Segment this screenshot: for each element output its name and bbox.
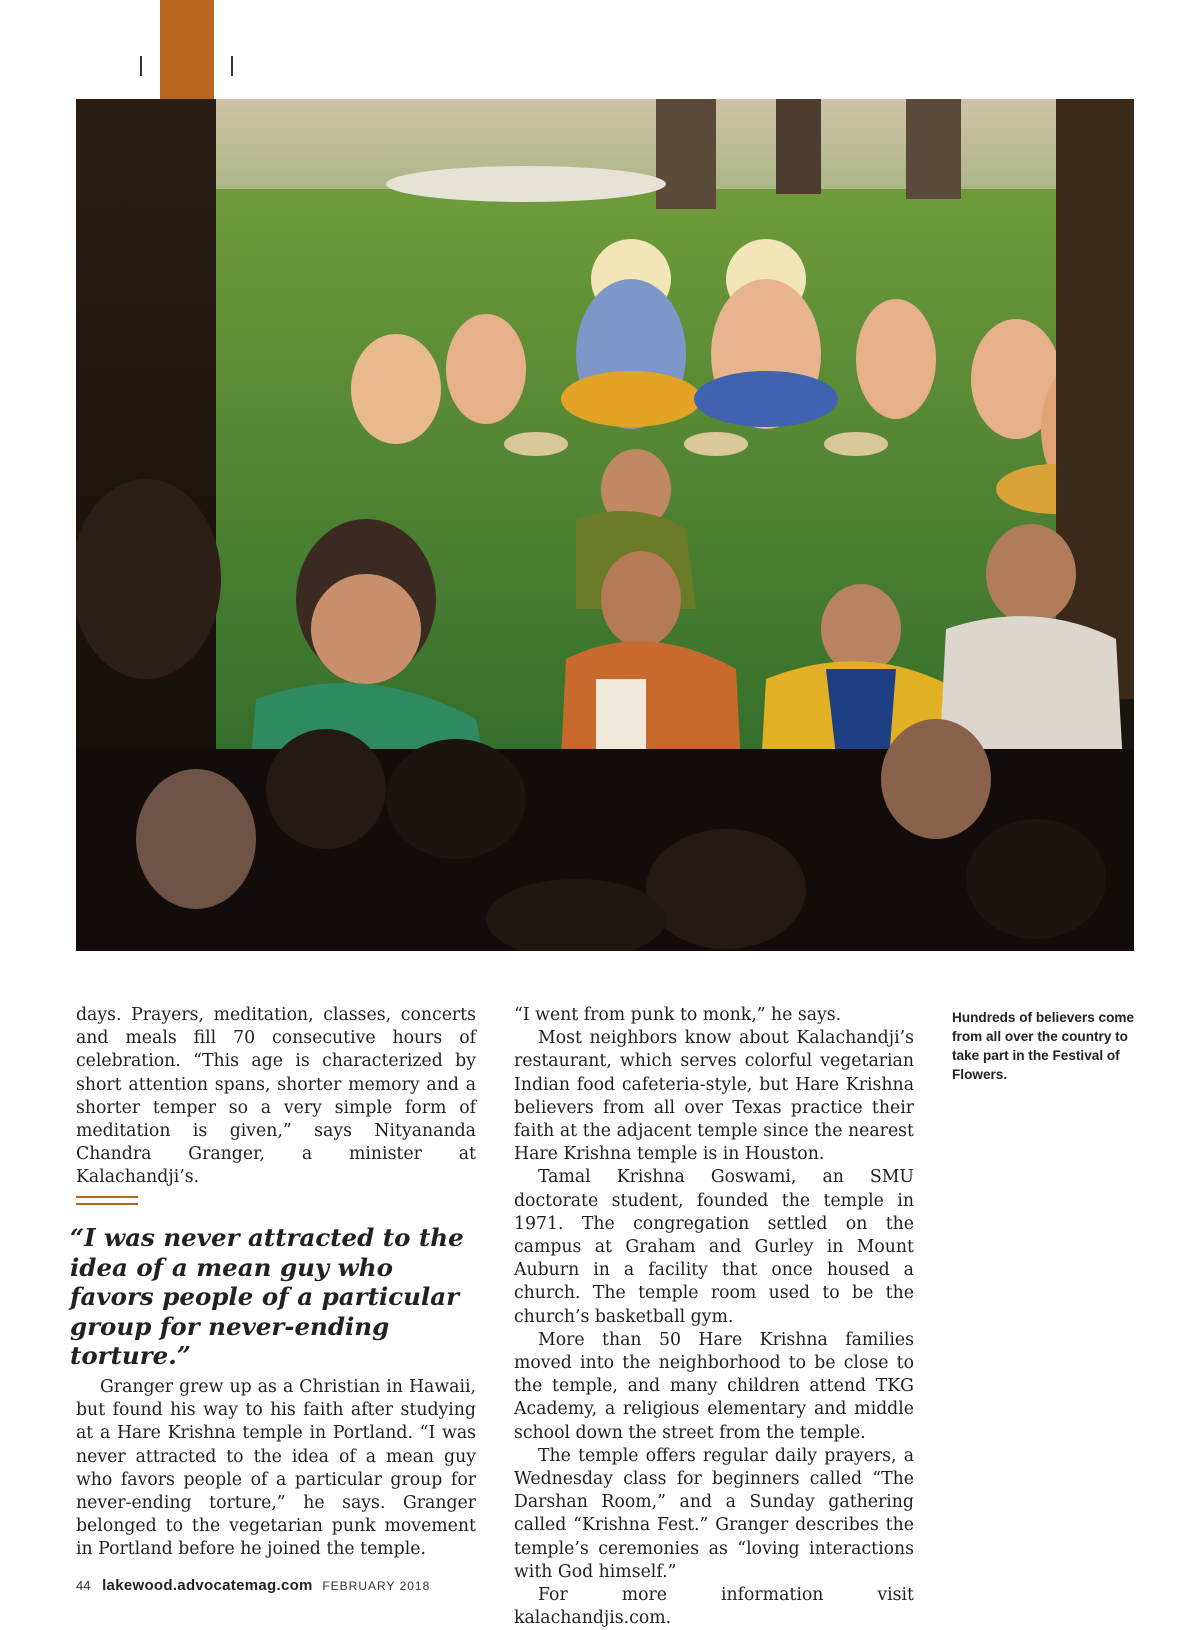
- paragraph: Granger grew up as a Christian in Hawaii, but found his way to his faith after studying at a Hare Krishna temple in Portland. “I was never attracted to the idea of a mean guy who favors people of a particular group for never-ending torture,” he says. Granger belonged to the vegetarian punk movement in Portland before he joined the temple.: [76, 1377, 476, 1560]
- paragraph: More than 50 Hare Krishna families moved into the neighborhood to be close to the temple, and many children attend TKG Academy, a religious elementary and middle school down the street from the temple.: [514, 1329, 914, 1443]
- body-column-left-top: [76, 1004, 476, 1190]
- body-column-middle: [514, 1004, 914, 1630]
- header-divider: [231, 56, 233, 76]
- temple-crowd-photo: [76, 99, 1134, 951]
- paragraph: The temple offers regular daily prayers, a Wednesday class for beginners called “The Darshan Room,” and a Sunday gathering called “Krishna Fest.” Granger describes the temple’s ceremonies as “loving interactions with God himself.”: [514, 1445, 914, 1582]
- header-divider: [140, 56, 142, 76]
- photo-caption: Hundreds of believers come from all over the country to take part in the Festival of Flowers.: [952, 1010, 1135, 1082]
- site-url[interactable]: lakewood.advocatemag.com: [102, 1577, 313, 1594]
- paragraph: Tamal Krishna Goswami, an SMU doctorate student, founded the temple in 1971. The congregation settled on the campus at Graham and Gurley in Mount Auburn in a facility that once housed a church. The temple room used to be the church’s basketball gym.: [514, 1167, 914, 1327]
- page-number: 44: [76, 1578, 91, 1593]
- issue-date: FEBRUARY 2018: [322, 1579, 431, 1593]
- paragraph: days. Prayers, meditation, classes, concerts and meals fill 70 consecutive hours of celebration. “This age is characterized by short attention spans, shorter memory and a shorter temper so a very simple form of meditation is given,” says Nityananda Chandra Granger, a minister at Kalachandji’s.: [76, 1005, 476, 1188]
- body-column-left-bottom: [76, 1376, 476, 1562]
- feature-photo: [76, 99, 1134, 951]
- paragraph: For more information visit kalachandjis.com.: [514, 1585, 914, 1629]
- page-footer: [76, 1577, 430, 1594]
- paragraph: Most neighbors know about Kalachandji’s restaurant, which serves colorful vegetarian Indian food cafeteria-style, but Hare Krishna believers from all over Texas practice their faith at the adjacent temple since the nearest Hare Krishna temple is in Houston.: [514, 1028, 914, 1165]
- pullquote-rule: [76, 1196, 138, 1198]
- paragraph: “I went from punk to monk,” he says.: [514, 1005, 842, 1025]
- pullquote-rule: [76, 1203, 138, 1205]
- pull-quote: “I was never attracted to the idea of a mean guy who favors people of a particular group for never-ending torture.”: [70, 1223, 464, 1370]
